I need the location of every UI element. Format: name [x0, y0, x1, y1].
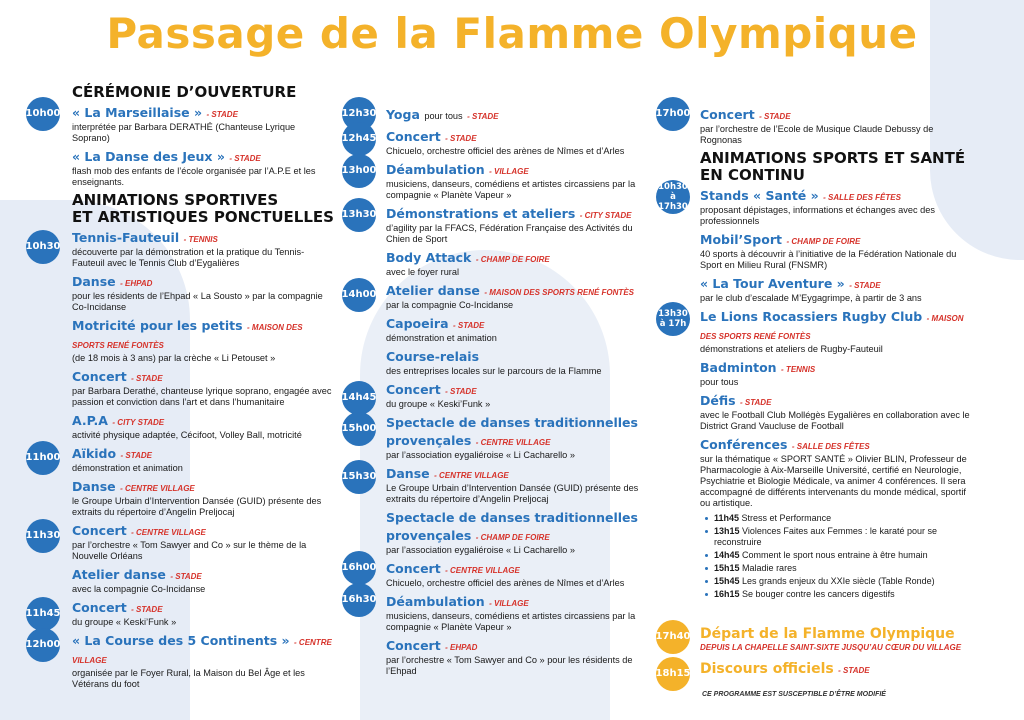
speeches-item — [700, 660, 990, 678]
event-item — [700, 106, 970, 146]
event-desc: du groupe « Keski’Funk » — [72, 617, 177, 627]
event-title: Danse — [72, 479, 116, 494]
event-item — [72, 445, 334, 474]
event-item — [386, 637, 648, 677]
event-desc: par l’orchestre de l’Ecole de Musique Claude Debussy de Rognonas — [700, 124, 934, 145]
final-events — [700, 626, 990, 678]
event-venue: - STADE — [452, 321, 485, 330]
section-heading — [72, 192, 334, 226]
time-badge: 15h00 — [342, 412, 376, 446]
event-venue: - CENTRE VILLAGE — [445, 566, 520, 575]
column-right — [700, 106, 970, 602]
event-desc: pour les résidents de l’Ehpad « La Sousto » par la compagnie Co-Incidanse — [72, 291, 323, 312]
event-venue: - CENTRE VILLAGE — [131, 528, 206, 537]
event-item — [72, 412, 334, 441]
event-item — [386, 509, 648, 556]
event-item — [386, 414, 648, 461]
event-venue: - SALLE DES FÊTES — [823, 193, 901, 202]
event-title: Spectacle de danses traditionnelles provençales — [386, 510, 638, 543]
event-title: Déambulation — [386, 162, 485, 177]
time-badge: 12h45 — [342, 122, 376, 156]
event-desc: flash mob des enfants de l’école organisée par l’A.P.E et les enseignants. — [72, 166, 316, 187]
event-desc: des entreprises locales sur le parcours de la Flamme — [386, 366, 602, 376]
event-venue: - EHPAD — [445, 643, 478, 652]
event-title: Concert — [386, 638, 441, 653]
event-item — [72, 566, 334, 595]
conference-item — [714, 576, 970, 587]
event-item — [700, 392, 970, 432]
event-title: Danse — [72, 274, 116, 289]
event-title: A.P.A — [72, 413, 108, 428]
event-item — [72, 632, 334, 690]
event-title: Body Attack — [386, 250, 472, 265]
event-item — [72, 229, 334, 269]
event-venue: - VILLAGE — [489, 599, 529, 608]
event-item — [72, 273, 334, 313]
event-title: Mobil’Sport — [700, 232, 782, 247]
event-venue: - EHPAD — [120, 279, 153, 288]
event-item — [700, 308, 970, 355]
event-item — [386, 106, 648, 124]
event-title: « La Marseillaise » — [72, 105, 203, 120]
conference-title: Maladie rares — [742, 563, 797, 573]
conference-time: 14h45 — [714, 550, 740, 560]
event-desc: découverte par la démonstration et la pratique du Tennis-Fauteuil avec le Tennis Club d’Eygalières — [72, 247, 305, 268]
event-item — [72, 148, 334, 188]
event-title: Le Lions Rocassiers Rugby Club — [700, 309, 923, 324]
conference-item — [714, 589, 970, 600]
time-badge: 13h30 — [342, 198, 376, 232]
event-item — [700, 275, 970, 304]
time-badge: 17h40 — [656, 620, 690, 654]
event-desc: par l’orchestre « Tom Sawyer and Co » sur le thème de la Nouvelle Orléans — [72, 540, 307, 561]
event-desc: interprétée par Barbara DERATHÉ (Chanteuse Lyrique Soprano) — [72, 122, 296, 143]
event-desc: proposant dépistages, informations et échanges avec des professionnels — [700, 205, 935, 226]
event-desc: activité physique adaptée, Cécifoot, Volley Ball, motricité — [72, 430, 302, 440]
column-center — [386, 106, 648, 681]
time-badge: 11h30 — [26, 519, 60, 553]
event-venue: - SALLE DES FÊTES — [791, 442, 870, 451]
event-venue: - CENTRE VILLAGE — [72, 638, 332, 665]
time-badge: 11h00 — [26, 441, 60, 475]
event-desc: par la compagnie Co-Incidanse — [386, 300, 514, 310]
event-title: Atelier danse — [386, 283, 480, 298]
event-venue: - STADE — [445, 134, 477, 143]
event-venue: - CHAMP DE FOIRE — [475, 533, 550, 542]
event-venue: - STADE — [229, 154, 261, 163]
event-item — [700, 359, 970, 388]
section-heading-line: EN CONTINU — [700, 166, 805, 184]
time-badge: 14h45 — [342, 381, 376, 415]
event-item — [386, 161, 648, 201]
event-title: Atelier danse — [72, 567, 166, 582]
event-title: Capoeira — [386, 316, 449, 331]
event-item — [72, 317, 334, 364]
time-badge: 15h30 — [342, 460, 376, 494]
conference-time: 13h15 — [714, 526, 740, 536]
event-title: Concert — [700, 107, 755, 122]
event-title: Concert — [386, 382, 441, 397]
conference-title: Violences Faites aux Femmes : le karaté pour se reconstruire — [714, 526, 937, 547]
time-badge: 10h30 à 17h30 — [656, 180, 690, 214]
event-venue: - STADE — [206, 110, 238, 119]
column-left — [72, 82, 334, 694]
event-venue: - MAISON DES SPORTS RENÉ FONTÈS — [484, 288, 634, 297]
event-title: Concert — [72, 369, 127, 384]
event-item — [72, 368, 334, 408]
time-badge: 16h00 — [342, 551, 376, 585]
event-title: Concert — [72, 600, 127, 615]
event-venue: - CENTRE VILLAGE — [120, 484, 195, 493]
event-title: Spectacle de danses traditionnelles provençales — [386, 415, 638, 448]
event-desc: Le Groupe Urbain d’Intervention Dansée (GUID) présente des extraits du répertoire d’Angelin Preljocaj — [386, 483, 639, 504]
event-item — [386, 205, 648, 245]
event-desc: par le club d’escalade M’Eygagrimpe, à partir de 3 ans — [700, 293, 922, 303]
time-badge: 10h00 — [26, 97, 60, 131]
event-venue: - CHAMP DE FOIRE — [786, 237, 861, 246]
flame-departure-route: DEPUIS LA CHAPELLE SAINT-SIXTE JUSQU’AU CŒUR DU VILLAGE — [700, 643, 962, 652]
time-badge: 14h00 — [342, 278, 376, 312]
event-item — [72, 104, 334, 144]
event-title: « La Course des 5 Continents » — [72, 633, 290, 648]
event-desc: Chicuelo, orchestre officiel des arènes de Nîmes et d’Arles — [386, 578, 625, 588]
event-venue: - STADE — [120, 451, 152, 460]
section-heading-line: ET ARTISTIQUES PONCTUELLES — [72, 208, 334, 226]
event-desc: démonstration et animation — [72, 463, 183, 473]
event-venue: - STADE — [445, 387, 477, 396]
event-desc: d’agility par la FFACS, Fédération Française des Activités du Chien de Sport — [386, 223, 633, 244]
event-venue: - STADE — [849, 281, 881, 290]
event-title: Concert — [386, 129, 441, 144]
event-desc: par Barbara Derathé, chanteuse lyrique soprano, engagée avec passion et conviction dans l’art et dans l’humanitaire — [72, 386, 332, 407]
conference-item — [714, 550, 970, 561]
event-desc: pour tous — [700, 377, 739, 387]
event-title: Yoga — [386, 107, 420, 122]
event-item — [386, 381, 648, 410]
time-badge: 18h15 — [656, 657, 690, 691]
event-desc: démonstration et animation — [386, 333, 497, 343]
event-title: Motricité pour les petits — [72, 318, 243, 333]
time-badge: 12h30 — [342, 97, 376, 131]
time-badge: 10h30 — [26, 230, 60, 264]
event-desc: avec la compagnie Co-Incidanse — [72, 584, 206, 594]
event-item — [386, 315, 648, 344]
event-desc: musiciens, danseurs, comédiens et artistes circassiens par la compagnie « Planète Vapeur » — [386, 179, 636, 200]
conference-time: 16h15 — [714, 589, 740, 599]
event-desc: Chicuelo, orchestre officiel des arènes de Nîmes et d’Arles — [386, 146, 625, 156]
event-title: Conférences — [700, 437, 788, 452]
event-item — [386, 249, 648, 278]
event-venue: - STADE — [170, 572, 202, 581]
event-desc: sur la thématique « SPORT SANTÉ » Olivier BLIN, Professeur de Pharmacologie à Aix-Marseille Université, certifié en Neurologie, Psychiatrie et Biologie Médicale, va animer 4 conférences. Il sera accompagné de différents intervenants du monde médical, sportif ou artistique. — [700, 454, 967, 508]
event-venue: - TENNIS — [183, 235, 218, 244]
event-venue: - CHAMP DE FOIRE — [475, 255, 550, 264]
conference-item — [714, 513, 970, 524]
event-item — [72, 599, 334, 628]
event-item — [386, 282, 648, 311]
event-venue: - MAISON DES SPORTS RENÉ FONTÈS — [700, 314, 964, 341]
section-heading-line: ANIMATIONS SPORTS ET SANTÉ — [700, 149, 966, 167]
time-badge: 11h45 — [26, 597, 60, 631]
time-badge: 16h30 — [342, 583, 376, 617]
event-desc: pour tous — [424, 111, 463, 121]
flame-departure-title: Départ de la Flamme Olympique — [700, 626, 955, 642]
conference-item — [714, 563, 970, 574]
event-title: Badminton — [700, 360, 777, 375]
event-title: Concert — [72, 523, 127, 538]
event-venue: - STADE — [131, 605, 163, 614]
event-title: Démonstrations et ateliers — [386, 206, 576, 221]
event-desc: avec le Football Club Mollégès Eygalières en collaboration avec le District Grand Vaucluse de Football — [700, 410, 970, 431]
event-item — [386, 128, 648, 157]
conference-time: 11h45 — [714, 513, 740, 523]
event-venue: - VILLAGE — [489, 167, 529, 176]
event-item — [700, 187, 970, 227]
event-item — [386, 593, 648, 633]
time-badge: 13h00 — [342, 154, 376, 188]
time-badge: 12h00 — [26, 628, 60, 662]
event-desc: par l’orchestre « Tom Sawyer and Co » pour les résidents de l’Ehpad — [386, 655, 633, 676]
event-venue: - CENTRE VILLAGE — [434, 471, 509, 480]
event-item — [72, 522, 334, 562]
event-title: Concert — [386, 561, 441, 576]
event-desc: démonstrations et ateliers de Rugby-Fauteuil — [700, 344, 883, 354]
speeches-venue: - STADE — [838, 666, 870, 675]
event-venue: - STADE — [740, 398, 772, 407]
conference-title: Comment le sport nous entraine à être humain — [742, 550, 928, 560]
event-item — [386, 348, 648, 377]
event-desc: avec le foyer rural — [386, 267, 460, 277]
event-item — [700, 436, 970, 509]
event-desc: du groupe « Keski’Funk » — [386, 399, 491, 409]
page-title: Passage de la Flamme Olympique — [106, 9, 918, 58]
event-desc: musiciens, danseurs, comédiens et artistes circassiens par la compagnie « Planète Vapeur » — [386, 611, 636, 632]
event-desc: (de 18 mois à 3 ans) par la crèche « Li Petouset » — [72, 353, 276, 363]
conference-title: Se bouger contre les cancers digestifs — [742, 589, 895, 599]
event-venue: - CITY STADE — [579, 211, 632, 220]
time-badge: 17h00 — [656, 97, 690, 131]
disclaimer-note: CE PROGRAMME EST SUSCEPTIBLE D’ÊTRE MODIFIÉ — [702, 691, 886, 698]
event-title: Stands « Santé » — [700, 188, 819, 203]
event-item — [700, 231, 970, 271]
conference-time: 15h45 — [714, 576, 740, 586]
conference-title: Stress et Performance — [741, 513, 832, 523]
speeches-title: Discours officiels — [700, 661, 834, 677]
event-desc: organisée par le Foyer Rural, la Maison du Bel Âge et les Vétérans du foot — [72, 668, 305, 689]
event-venue: - STADE — [759, 112, 791, 121]
conference-time: 15h15 — [714, 563, 740, 573]
event-venue: - TENNIS — [781, 365, 816, 374]
event-title: Aïkido — [72, 446, 117, 461]
section-heading-line: ANIMATIONS SPORTIVES — [72, 191, 279, 209]
event-title: Tennis-Fauteuil — [72, 230, 180, 245]
event-title: Déambulation — [386, 594, 485, 609]
event-venue: - CENTRE VILLAGE — [475, 438, 551, 447]
event-venue: - MAISON DES SPORTS RENÉ FONTÈS — [72, 323, 303, 350]
event-venue: - STADE — [131, 374, 163, 383]
conference-item — [714, 526, 970, 548]
section-heading: CÉRÉMONIE D’OUVERTURE — [72, 83, 297, 101]
event-desc: 40 sports à découvrir à l’initiative de la Fédération Nationale du Sport en Milieu Rural (FNSMR) — [700, 249, 957, 270]
event-venue: - CITY STADE — [112, 418, 165, 427]
event-title: Course-relais — [386, 349, 480, 364]
event-item — [386, 560, 648, 589]
event-item — [386, 465, 648, 505]
event-desc: par l’association eygaliéroise « Li Cacharello » — [386, 545, 575, 555]
section-heading — [700, 150, 970, 184]
event-title: Danse — [386, 466, 430, 481]
event-title: « La Danse des Jeux » — [72, 149, 225, 164]
event-desc: le Groupe Urbain d’Intervention Dansée (GUID) présente des extraits du répertoire d’Angelin Preljocaj — [72, 496, 322, 517]
event-venue: - STADE — [467, 112, 499, 121]
conference-title: Les grands enjeux du XXIe siècle (Table Ronde) — [742, 576, 935, 586]
event-title: Défis — [700, 393, 736, 408]
event-desc: par l’association eygaliéroise « Li Cacharello » — [386, 450, 575, 460]
time-badge: 13h30 à 17h — [656, 302, 690, 336]
event-title: « La Tour Aventure » — [700, 276, 845, 291]
event-item — [72, 478, 334, 518]
